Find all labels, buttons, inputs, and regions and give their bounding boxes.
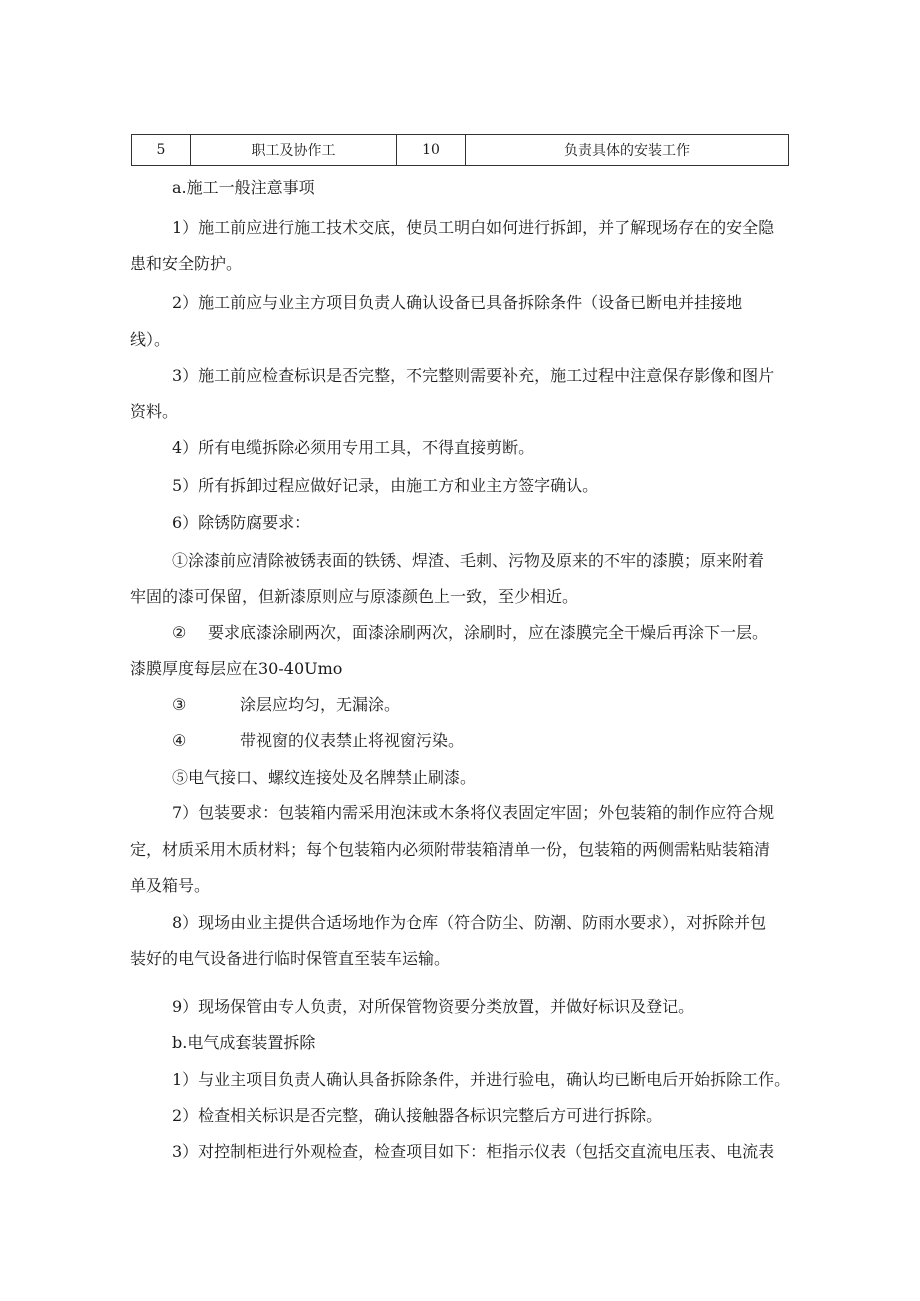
para-7-line-2: 定，材质采用木质材料；每个包装箱内必须附带装箱清单一份，包装箱的两侧需粘贴装箱清 — [130, 840, 771, 859]
coating-4 — [130, 722, 858, 759]
para-5: 5）所有拆卸过程应做好记录，由施工方和业主方签字确认。 — [172, 476, 599, 495]
coating-4-text: 带视窗的仪表禁止将视窗污染。 — [240, 731, 465, 750]
section-a-title: a.施工一般注意事项 — [172, 178, 315, 197]
coating-3-text: 涂层应均匀，无漏涂。 — [240, 695, 401, 714]
coating-3-number: ③ — [172, 695, 187, 714]
b-para-1: 1）与业主项目负责人确认具备拆除条件，并进行验电，确认均已断电后开始拆除工作。 — [172, 1070, 791, 1089]
para-8-line-2: 装好的电气设备进行临时保管直至装车运输。 — [130, 949, 451, 968]
para-6: 6）除锈防腐要求： — [172, 513, 311, 532]
table-cell-index: 5 — [132, 135, 191, 166]
para-1-line-1: 1）施工前应进行施工技术交底，使员工明白如何进行拆卸，并了解现场存在的安全隐 — [172, 218, 775, 237]
section-a-title-line — [130, 169, 816, 206]
table-cell-count: 10 — [397, 135, 466, 166]
coating-2-text: 要求底漆涂刷两次，面漆涂刷两次，涂刷时，应在漆膜完全干燥后再涂下一层。 — [208, 623, 769, 642]
para-3-line-2: 资料。 — [130, 402, 179, 421]
para-7-line-1: 7）包装要求：包装箱内需采用泡沫或木条将仪表固定牢固；外包装箱的制作应符合规 — [172, 803, 775, 822]
coating-2-line-1 — [130, 614, 858, 651]
coating-2-line-2: 漆膜厚度每层应在30-40Umo — [130, 659, 343, 678]
para-3-line-1: 3）施工前应检查标识是否完整，不完整则需要补充，施工过程中注意保存影像和图片 — [172, 366, 775, 385]
coating-1-line-1: ①涂漆前应清除被锈表面的铁锈、焊渣、毛刺、污物及原来的不牢的漆膜；原来附着 — [172, 551, 765, 570]
para-1-line-2: 患和安全防护。 — [130, 254, 243, 273]
para-2-line-2: 线）。 — [130, 330, 171, 349]
coating-2-number: ② — [172, 623, 187, 642]
section-b-title: b.电气成套装置拆除 — [172, 1033, 316, 1052]
b-para-2: 2）检查相关标识是否完整，确认接触器各标识完整后方可进行拆除。 — [172, 1106, 663, 1125]
coating-3 — [130, 686, 858, 723]
coating-1-line-2: 牢固的漆可保留，但新漆原则应与原漆颜色上一致，至少相近。 — [130, 587, 579, 606]
staff-table — [131, 134, 789, 166]
table-cell-role: 职工及协作工 — [191, 135, 397, 166]
para-4: 4）所有电缆拆除必须用专用工具，不得直接剪断。 — [172, 438, 535, 457]
b-para-3: 3）对控制柜进行外观检查，检查项目如下：柜指示仪表（包括交直流电压表、电流表 — [172, 1142, 775, 1161]
table-row — [132, 135, 789, 166]
coating-4-number: ④ — [172, 731, 187, 750]
coating-5: ⑤电气接口、螺纹连接处及名牌禁止刷漆。 — [172, 768, 477, 787]
para-8-line-1: 8）现场由业主提供合适场地作为仓库（符合防尘、防潮、防雨水要求），对拆除并包 — [172, 913, 767, 932]
table-cell-duty: 负责具体的安装工作 — [466, 135, 789, 166]
para-7-line-3: 单及箱号。 — [130, 876, 211, 895]
para-2-line-1: 2）施工前应与业主方项目负责人确认设备已具备拆除条件（设备已断电并挂接地 — [172, 293, 743, 312]
para-9: 9）现场保管由专人负责，对所保管物资要分类放置，并做好标识及登记。 — [172, 997, 695, 1016]
